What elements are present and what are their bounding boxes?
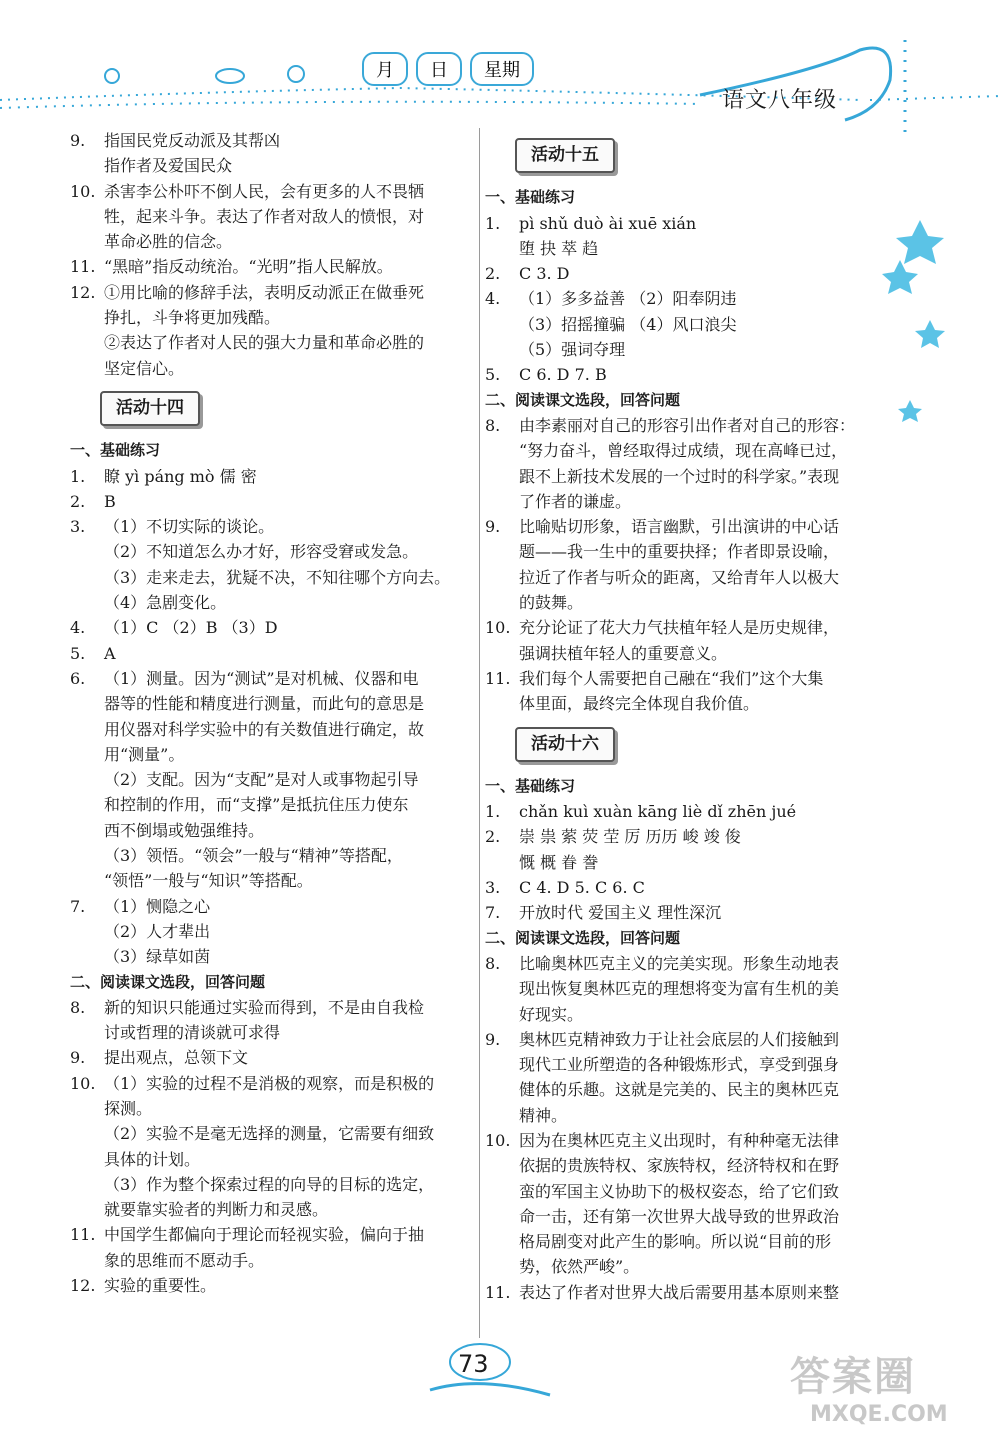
line: 跟不上新技术发展的一个过时的科学家。”表现 (519, 466, 840, 486)
answer-item (485, 261, 885, 286)
section-heading: 一、基础练习 (485, 188, 576, 207)
line: （1）实验的过程不是消极的观察，而是积极的 (104, 1073, 435, 1093)
date-fields (362, 52, 534, 86)
answer-item (485, 666, 885, 717)
answer-item (70, 641, 470, 666)
page-number-decoration (420, 1340, 560, 1400)
line: 我们每个人需要把自己融在“我们”这个大集 (519, 668, 824, 688)
line: 由李素丽对自己的形容引出作者对自己的形容： (519, 415, 856, 435)
line: 好现实。 (519, 1004, 584, 1024)
item-number: 11. (485, 1282, 511, 1302)
item-number: 1. (485, 802, 501, 822)
answer-item (70, 666, 470, 894)
answer-item (485, 799, 885, 824)
item-number: 2. (485, 264, 501, 284)
answer-item (70, 615, 470, 640)
answer-item (70, 128, 470, 179)
page-header (0, 0, 1000, 135)
answer-item (70, 894, 470, 970)
answer-item (485, 824, 885, 875)
line: （3）走来走去，犹疑不决，不知往哪个方向去。 (104, 567, 451, 587)
line: 因为在奥林匹克主义出现时，有种种毫无法律 (519, 1130, 840, 1150)
line: 精神。 (519, 1105, 568, 1125)
line: 西不倒塌或勉强维持。 (104, 820, 265, 840)
line: C 3. D (519, 264, 570, 284)
answer-item (70, 1273, 470, 1298)
line: 新的知识只能通过实验而得到，不是由自我检 (104, 997, 425, 1017)
line: （2）实验不是毫无选择的测量，它需要有细致 (104, 1124, 435, 1144)
month-label: 月 (362, 52, 408, 86)
answers-group (485, 951, 885, 1305)
line: 坚定信心。 (104, 358, 185, 378)
activity-badge: 活动十六 (515, 727, 615, 762)
line: 格局剧变对此产生的影响。所以说“目前的形 (519, 1232, 832, 1252)
answer-item (485, 615, 885, 666)
line: 讨或哲理的清谈就可求得 (104, 1023, 281, 1043)
answer-item (70, 280, 470, 381)
line: “努力奋斗，曾经取得过成绩，现在高峰已过， (519, 441, 848, 461)
answer-item (70, 1045, 470, 1070)
line: A (104, 643, 116, 663)
line: （2）人才辈出 (104, 921, 211, 941)
answer-item (485, 286, 885, 362)
answer-item (70, 995, 470, 1046)
answer-item (70, 489, 470, 514)
line: 用仪器对科学实验中的有关数值进行确定，故 (104, 719, 425, 739)
line: 实验的重要性。 (104, 1276, 217, 1296)
answer-item (485, 875, 885, 900)
answers-group (485, 413, 885, 717)
line: （4）急剧变化。 (104, 593, 227, 613)
watermark-url: MXQE.COM (810, 1402, 948, 1427)
line: 势，依然严峻”。 (519, 1257, 640, 1277)
line: 用“测量”。 (104, 744, 185, 764)
line: C 4. D 5. C 6. C (519, 878, 645, 898)
watermark-logo (790, 1345, 990, 1435)
item-number: 2. (70, 491, 86, 511)
line: （3）招摇撞骗 （4）风口浪尖 (519, 314, 737, 334)
answers-bottom (70, 995, 470, 1299)
line: （3）作为整个探索过程的向导的目标的选定， (104, 1174, 435, 1194)
line: 和控制的作用，而“支撑”是抵抗住压力使东 (104, 795, 409, 815)
line: 指国民党反动派及其帮凶 (104, 131, 281, 150)
line: 依据的贵族特权、家族特权，经济特权和在野 (519, 1156, 840, 1176)
answers-group (485, 799, 885, 925)
line: 现代工业所塑造的各种锻炼形式，享受到强身 (519, 1055, 840, 1075)
line: （3）绿草如茵 (104, 947, 211, 967)
line: 表达了作者对世界大战后需要用基本原则来整 (519, 1282, 840, 1302)
column-divider (479, 128, 480, 1338)
line: （1）恻隐之心 (104, 896, 211, 916)
activity-badge: 活动十五 (515, 138, 615, 173)
item-number: 9. (485, 517, 501, 537)
item-number: 8. (485, 415, 501, 435)
line: chǎn kuì xuàn kāng liè dǐ zhēn jué (519, 802, 797, 822)
item-number: 11. (70, 257, 96, 277)
item-number: 9. (485, 1029, 501, 1049)
line: 提出观点，总领下文 (104, 1048, 249, 1068)
watermark-brand: 答案圈 (790, 1354, 916, 1400)
answer-item (70, 1222, 470, 1273)
line: 蛮的军国主义协助下的极权姿态，给了它们致 (519, 1181, 840, 1201)
line: ②表达了作者对人民的强大力量和革命必胜的 (104, 333, 425, 353)
item-number: 3. (485, 878, 501, 898)
item-number: 5. (485, 365, 501, 385)
answer-item (70, 179, 470, 255)
item-number: 3. (70, 517, 86, 537)
answer-item (70, 464, 470, 489)
line: 慨 概 眷 誊 (519, 852, 599, 872)
item-number: 10. (70, 1073, 96, 1093)
section-heading: 一、基础练习 (485, 776, 576, 795)
answer-item (485, 900, 885, 925)
item-number: 1. (70, 466, 86, 486)
answer-item (485, 514, 885, 615)
section-heading: 二、阅读课文选段，回答问题 (485, 390, 681, 409)
line: 具体的计划。 (104, 1149, 201, 1169)
line: 器等的性能和精度进行测量，而此句的意思是 (104, 694, 425, 714)
item-number: 5. (70, 643, 86, 663)
line: 现出恢复奥林匹克的理想将变为富有生机的美 (519, 979, 840, 999)
line: 命一击，还有第一次世界大战导致的世界政治 (519, 1206, 840, 1226)
item-number: 12. (70, 1276, 96, 1296)
item-number: 8. (70, 997, 86, 1017)
line: 象的思维而不愿动手。 (104, 1250, 265, 1270)
answer-item (70, 514, 470, 615)
section-heading: 一、基础练习 (70, 441, 161, 460)
line: 革命必胜的信念。 (104, 232, 233, 252)
item-number: 4. (485, 289, 501, 309)
page-number: 73 (458, 1350, 489, 1378)
line: （2）支配。因为“支配”是对人或事物起引导 (104, 770, 419, 790)
item-number: 10. (485, 618, 511, 638)
item-number: 11. (70, 1225, 96, 1245)
answer-item (485, 1128, 885, 1280)
answer-item (70, 254, 470, 279)
section-heading: 二、阅读课文选段，回答问题 (485, 928, 681, 947)
grade-title: 语文八年级 (722, 88, 838, 113)
item-number: 1. (485, 213, 501, 233)
line: 探测。 (104, 1098, 153, 1118)
section-heading: 二、阅读课文选段，回答问题 (70, 972, 266, 991)
item-number: 9. (70, 1048, 86, 1068)
line: 题——我一生中的重要抉择；作者即景设喻， (519, 542, 840, 562)
weekday-label: 星期 (470, 52, 534, 86)
line: 比喻奥林匹克主义的完美实现。形象生动地表 (519, 953, 840, 973)
item-number: 10. (70, 181, 96, 201)
answers-group (485, 211, 885, 388)
line: 瞭 yì páng mò 儒 密 (104, 466, 257, 486)
answer-item (485, 1027, 885, 1128)
line: 奥林匹克精神致力于让社会底层的人们接触到 (519, 1029, 840, 1049)
activity-badge: 活动十四 (100, 391, 200, 426)
line: 挣扎，斗争将更加残酷。 (104, 308, 281, 328)
item-number: 12. (70, 282, 96, 302)
item-number: 9. (70, 131, 86, 150)
line: 中国学生都偏向于理论而轻视实验，偏向于抽 (104, 1225, 425, 1245)
line: 充分论证了花大力气扶植年轻人是历史规律， (519, 618, 840, 638)
line: 杀害李公朴吓不倒人民，会有更多的人不畏牺 (104, 181, 425, 201)
answer-item (485, 362, 885, 387)
item-number: 7. (485, 903, 501, 923)
item-number: 8. (485, 953, 501, 973)
item-number: 6. (70, 668, 86, 688)
line: ①用比喻的修辞手法，表明反动派正在做垂死 (104, 282, 425, 302)
line: 健体的乐趣。这就是完美的、民主的奥林匹克 (519, 1080, 840, 1100)
line: （1）多多益善 （2）阳奉阴违 (519, 289, 737, 309)
item-number: 11. (485, 668, 511, 688)
answers-mid (70, 464, 470, 970)
line: 的鼓舞。 (519, 593, 584, 613)
line: （3）领悟。“领会”一般与“精神”等搭配， (104, 846, 403, 866)
answer-item (485, 211, 885, 262)
line: （2）不知道怎么办才好，形容受窘或发急。 (104, 542, 419, 562)
right-column (485, 128, 885, 1305)
item-number: 7. (70, 896, 86, 916)
item-number: 4. (70, 618, 86, 638)
line: 体里面，最终完全体现自我价值。 (519, 694, 760, 714)
line: 比喻贴切形象，语言幽默，引出演讲的中心话 (519, 517, 840, 537)
answers-top (70, 128, 470, 381)
line: pì shǔ duò ài xuē xián (519, 213, 697, 233)
answer-item (70, 1071, 470, 1223)
line: （1）C （2）B （3）D (104, 618, 278, 638)
line: B (104, 491, 116, 511)
line: 了作者的谦虚。 (519, 491, 632, 511)
day-label: 日 (416, 52, 462, 86)
line: “领悟”一般与“知识”等搭配。 (104, 871, 313, 891)
line: （1）测量。因为“测试”是对机械、仪器和电 (104, 668, 419, 688)
line: 崇 祟 萦 荧 茔 厉 历历 峻 竣 俊 (519, 827, 741, 847)
line: 指作者及爱国民众 (104, 156, 233, 176)
answer-item (485, 413, 885, 514)
answer-item (485, 951, 885, 1027)
line: 就要靠实验者的判断力和灵感。 (104, 1200, 329, 1220)
line: C 6. D 7. B (519, 365, 607, 385)
item-number: 2. (485, 827, 501, 847)
line: 堕 抉 萃 趋 (519, 238, 599, 258)
left-column (70, 128, 470, 1298)
line: （5）强词夺理 (519, 340, 626, 360)
line: 拉近了作者与听众的距离，又给青年人以极大 (519, 567, 840, 587)
line: 牲，起来斗争。表达了作者对敌人的愤恨，对 (104, 206, 425, 226)
item-number: 10. (485, 1130, 511, 1150)
line: （1）不切实际的谈论。 (104, 517, 275, 537)
line: 开放时代 爱国主义 理性深沉 (519, 903, 722, 923)
line: 强调扶植年轻人的重要意义。 (519, 643, 728, 663)
answer-item (485, 1280, 885, 1305)
margin-decoration (880, 140, 990, 840)
line: “黑暗”指反动统治。“光明”指人民解放。 (104, 257, 393, 277)
